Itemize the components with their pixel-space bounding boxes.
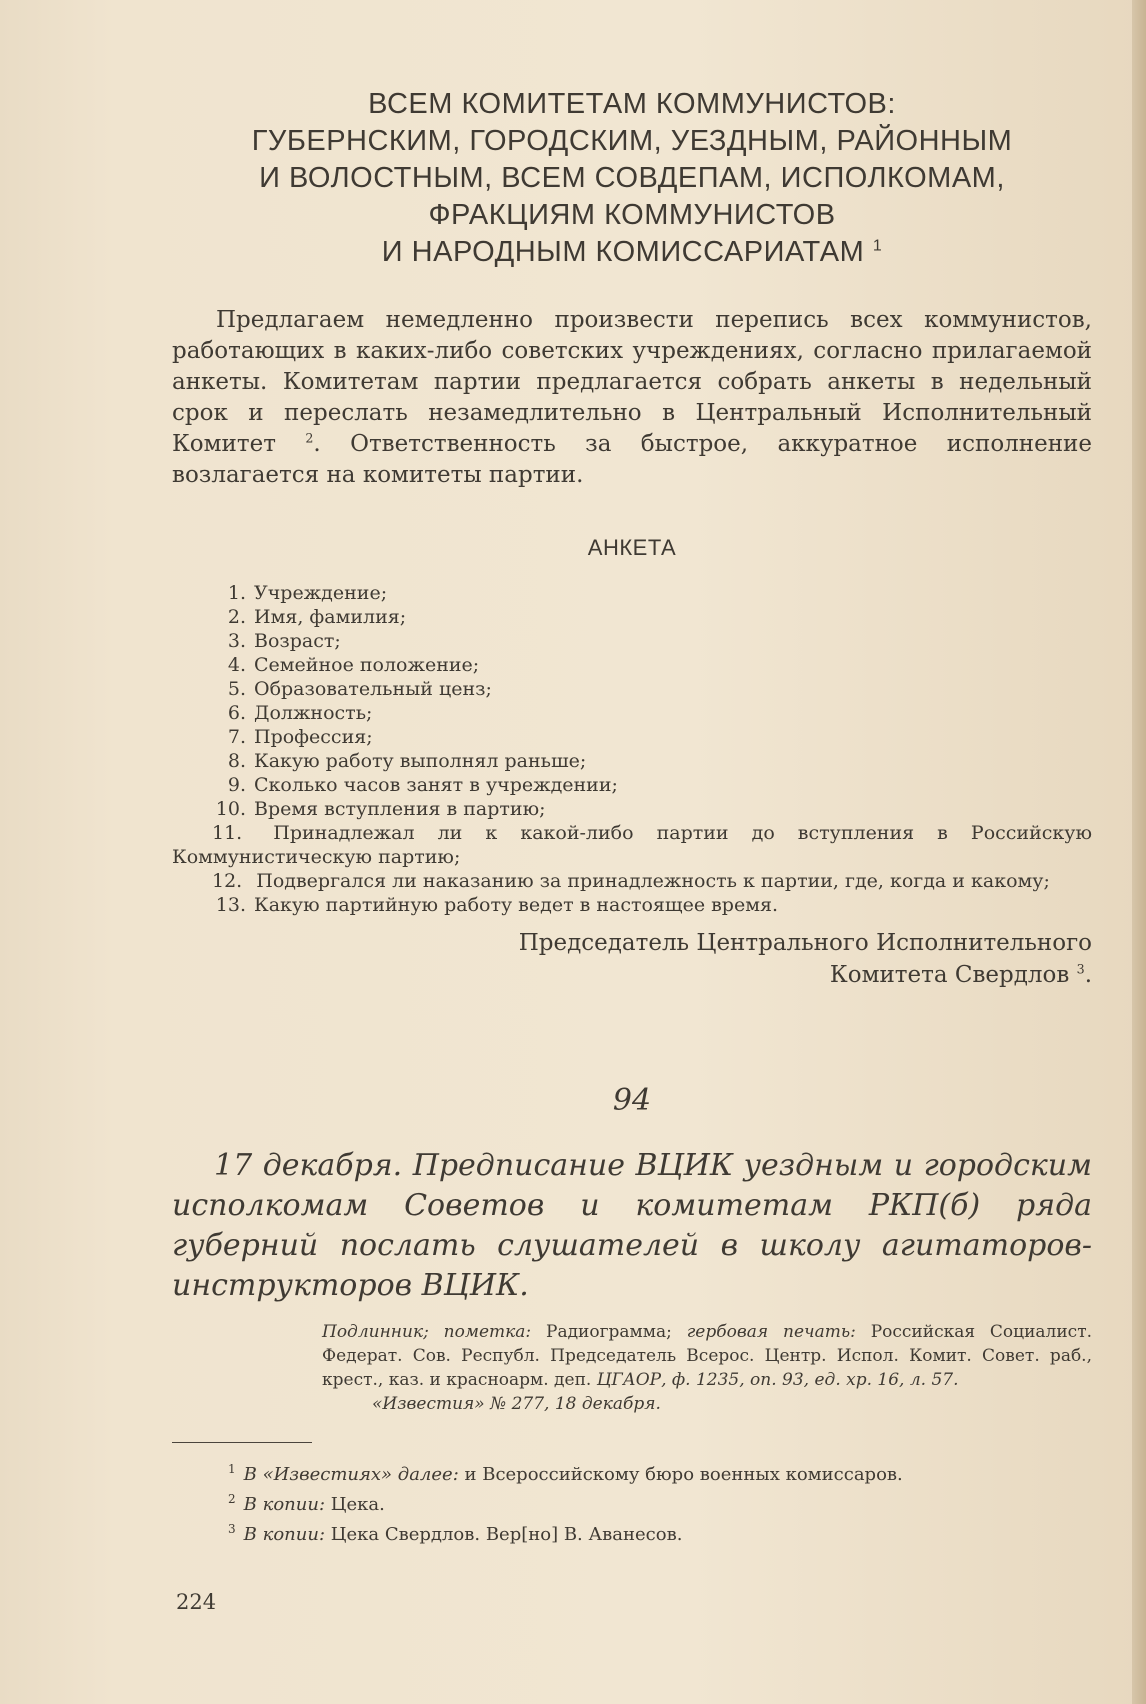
footnote-label: В копии:	[243, 1524, 326, 1545]
footnote-mark: 2	[228, 1492, 236, 1506]
questionnaire-list	[172, 581, 1092, 917]
footnote-text: и Всероссийскому бюро военных комиссаров.	[464, 1464, 903, 1485]
item-number: 4.	[227, 654, 246, 676]
questionnaire-title: АНКЕТА	[587, 535, 677, 560]
item-number: 1.	[227, 582, 246, 604]
list-item	[172, 797, 1092, 821]
item-text: Возраст;	[254, 630, 341, 652]
footnote-marker: 1	[872, 237, 883, 255]
list-item	[172, 629, 1092, 653]
signature-line: Председатель Центрального Исполнительного	[518, 930, 1092, 956]
archive-reference: ЦГАОР, ф. 1235, оп. 93, ед. хр. 16, л. 57.	[596, 1370, 959, 1390]
archival-note	[322, 1320, 1092, 1416]
heading-line	[172, 234, 1092, 271]
item-number: 9.	[227, 774, 246, 796]
item-text: Должность;	[254, 702, 373, 724]
archival-label: Подлинник; пометка:	[322, 1322, 532, 1342]
list-item	[172, 821, 1092, 869]
footnote-label: В копии:	[243, 1494, 326, 1515]
item-text: Какую партийную работу ведет в настоящее время.	[254, 894, 779, 916]
footnote-mark: 3	[228, 1522, 236, 1536]
item-number: 10.	[215, 798, 246, 820]
archival-text: Радиограмма;	[546, 1322, 672, 1342]
heading-line: И ВОЛОСТНЫМ, ВСЕМ СОВДЕПАМ, ИСПОЛКОМАМ,	[259, 162, 1005, 194]
footnote	[228, 1457, 1092, 1487]
footnote	[228, 1517, 1092, 1547]
item-text: Учреждение;	[254, 582, 388, 604]
footnote	[228, 1487, 1092, 1517]
footnote-label: В «Известиях» далее:	[243, 1464, 459, 1485]
item-text: Сколько часов занят в учреждении;	[254, 774, 618, 796]
item-number: 7.	[227, 726, 246, 748]
item-number: 6.	[227, 702, 246, 724]
footnotes	[172, 1457, 1092, 1547]
item-text: Какую работу выполнял раньше;	[254, 750, 587, 772]
item-number: 8.	[227, 750, 246, 772]
list-item	[172, 893, 1092, 917]
signature-text: Комитета Свердлов	[829, 962, 1070, 988]
item-number: 13.	[215, 894, 246, 916]
page-edge	[1132, 0, 1146, 1704]
item-text: Имя, фамилия;	[254, 606, 407, 628]
list-item	[172, 701, 1092, 725]
heading-line-text: И НАРОДНЫМ КОМИССАРИАТАМ	[381, 236, 865, 268]
page-number: 224	[176, 1590, 217, 1614]
heading-line: ГУБЕРНСКИМ, ГОРОДСКИМ, УЕЗДНЫМ, РАЙОННЫМ	[251, 125, 1013, 157]
footnote-mark: 1	[228, 1462, 236, 1476]
izvestia-reference: «Известия» № 277, 18 декабря.	[372, 1394, 661, 1414]
footnote-text: Цека Свердлов. Вер[но] В. Аванесов.	[330, 1524, 683, 1545]
list-item	[172, 605, 1092, 629]
document-number: 94	[612, 1083, 652, 1118]
footnote-divider	[172, 1442, 312, 1443]
list-item	[172, 653, 1092, 677]
document-heading	[172, 86, 1092, 271]
item-number: 3.	[227, 630, 246, 652]
signature-line	[172, 959, 1092, 991]
list-item	[172, 725, 1092, 749]
body-paragraph	[172, 305, 1092, 491]
footnote-marker: 2	[305, 430, 314, 446]
item-text: Профессия;	[254, 726, 373, 748]
item-text: Семейное положение;	[254, 654, 480, 676]
page-content	[172, 86, 1092, 1547]
archival-label: гербовая печать:	[686, 1322, 856, 1342]
item-text: Принадлежал ли к какой-либо партии до вступления в Российскую Коммунистическую партию;	[172, 822, 1092, 868]
signature	[172, 927, 1092, 991]
item-number: 5.	[227, 678, 246, 700]
archival-text: Российская Социалист. Федерат. Сов. Республ. Председатель Всерос. Центр. Испол. Комит. Совет. раб., крест., каз. и красноарм. деп.	[322, 1322, 1093, 1390]
item-number: 11.	[212, 822, 243, 844]
item-text: Время вступления в партию;	[254, 798, 546, 820]
list-item	[172, 581, 1092, 605]
item-text: Образовательный ценз;	[254, 678, 492, 700]
footnote-text: Цека.	[330, 1494, 385, 1515]
document-title: 17 декабря. Предписание ВЦИК уездным и городским исполкомам Советов и комитетам РКП(б) ряда губерний послать слушателей в школу агитаторов-инструкторов ВЦИК.	[172, 1148, 1092, 1303]
item-number: 2.	[227, 606, 246, 628]
heading-line: ВСЕМ КОМИТЕТАМ КОММУНИСТОВ:	[368, 88, 896, 120]
footnote-marker: 3	[1076, 961, 1085, 977]
item-text: Подвергался ли наказанию за принадлежность к партии, где, когда и какому;	[256, 870, 1050, 892]
signature-end: .	[1084, 962, 1092, 988]
list-item	[172, 869, 1092, 893]
list-item	[172, 749, 1092, 773]
body-text: . Ответственность за быстрое, аккуратное исполнение возлагается на комитеты партии.	[172, 431, 1092, 488]
item-number: 12.	[212, 870, 243, 892]
list-item	[172, 773, 1092, 797]
heading-line: ФРАКЦИЯМ КОММУНИСТОВ	[428, 199, 836, 231]
list-item	[172, 677, 1092, 701]
body-text: Предлагаем немедленно произвести перепись всех коммунистов, работающих в каких-либо советских учреждениях, согласно прилагаемой анкеты. Комитетам партии предлагается собрать анкеты в недельный срок и переслать незамедлительно в Центральный Исполнительный Комитет	[172, 307, 1092, 457]
